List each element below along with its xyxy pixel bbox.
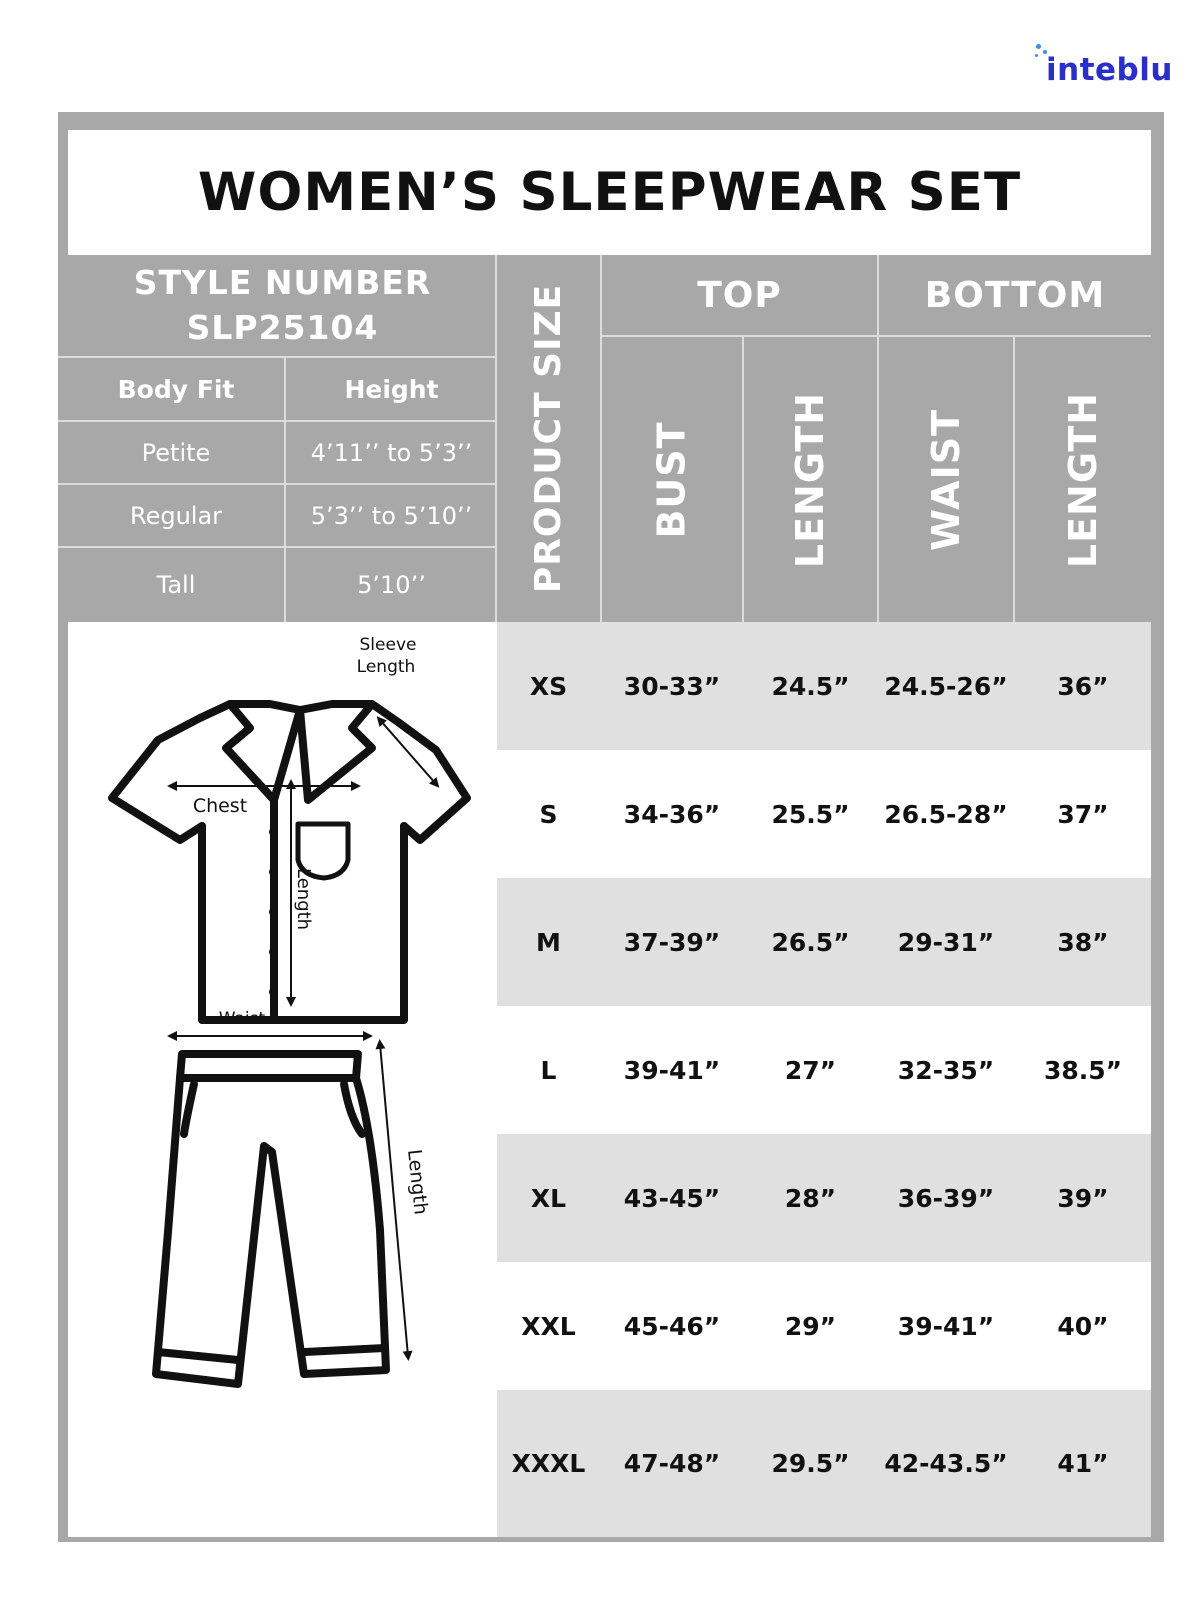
- bust-header: BUST: [649, 420, 694, 539]
- logo-dot-decoration: [1035, 54, 1038, 57]
- table-row: [497, 878, 1151, 1006]
- style-number: SLP25104: [186, 308, 379, 347]
- bottom-length-cell: 38.5”: [1043, 1055, 1123, 1085]
- top-length-cell: 27”: [784, 1055, 837, 1085]
- top-header: TOP: [697, 274, 782, 316]
- size-cell: XXL: [521, 1311, 576, 1341]
- top-length-cell: 25.5”: [771, 799, 850, 829]
- bust-cell: 45-46”: [623, 1311, 721, 1341]
- size-cell: XS: [529, 671, 568, 701]
- bottom-length-cell: 39”: [1057, 1183, 1109, 1213]
- bust-cell: 43-45”: [623, 1183, 721, 1213]
- height-regular: 5’3’’ to 5’10’’: [310, 501, 473, 530]
- waist-cell: 26.5-28”: [884, 799, 1008, 829]
- bottom-length-cell: 40”: [1057, 1311, 1109, 1341]
- top-length-cell: 29”: [784, 1311, 837, 1341]
- size-cell: XL: [530, 1183, 567, 1213]
- bust-cell: 37-39”: [623, 927, 721, 957]
- bottom-length-header: LENGTH: [1061, 391, 1106, 568]
- waist-cell: 24.5-26”: [884, 671, 1008, 701]
- page-title: WOMEN’S SLEEPWEAR SET: [197, 162, 1022, 223]
- chest-label: Chest: [192, 795, 248, 817]
- top-length-cell: 29.5”: [771, 1449, 850, 1478]
- sleeve-label-line2: Length: [356, 657, 416, 677]
- sleeve-label-line1: Sleeve: [359, 635, 417, 655]
- fit-petite: Petite: [141, 438, 211, 467]
- table-row: [497, 622, 1151, 750]
- product-size-header: PRODUCT SIZE: [528, 283, 570, 594]
- waist-cell: 29-31”: [897, 927, 995, 957]
- table-row: [497, 1390, 1151, 1537]
- shirt-icon: [112, 704, 467, 1020]
- brand-name: inteblu: [1046, 52, 1173, 88]
- bust-cell: 39-41”: [623, 1055, 721, 1085]
- logo-dot-decoration: [1036, 44, 1041, 49]
- height-header: Height: [344, 374, 439, 404]
- fit-regular: Regular: [129, 501, 223, 530]
- waist-cell: 32-35”: [897, 1055, 995, 1085]
- bottom-length-cell: 37”: [1057, 799, 1109, 829]
- fit-tall: Tall: [156, 571, 196, 599]
- height-tall: 5’10’’: [357, 571, 426, 599]
- bust-cell: 30-33”: [623, 671, 721, 701]
- top-length-header: LENGTH: [788, 391, 833, 568]
- measurement-diagram: [68, 622, 497, 1537]
- table-row: [497, 1006, 1151, 1134]
- waist-cell: 36-39”: [897, 1183, 995, 1213]
- title-banner: [68, 130, 1151, 255]
- top-length-cell: 26.5”: [771, 927, 850, 957]
- top-length-cell: 24.5”: [771, 671, 850, 701]
- waist-cell: 42-43.5”: [884, 1449, 1008, 1478]
- waist-header: WAIST: [924, 408, 969, 551]
- body-fit-header: Body Fit: [117, 374, 235, 404]
- size-cell: L: [540, 1055, 557, 1085]
- waist-cell: 39-41”: [897, 1311, 995, 1341]
- bust-cell: 34-36”: [623, 799, 721, 829]
- pants-length-label: Length: [403, 1148, 432, 1216]
- bottom-length-cell: 36”: [1057, 671, 1109, 701]
- size-cell: M: [536, 927, 561, 957]
- bottom-length-cell: 41”: [1057, 1449, 1109, 1478]
- bottom-length-cell: 38”: [1057, 927, 1109, 957]
- style-heading: STYLE NUMBER: [133, 263, 432, 302]
- pants-icon: [156, 1054, 386, 1384]
- style-number-block: [68, 255, 497, 355]
- bust-cell: 47-48”: [623, 1449, 721, 1478]
- bottom-header: BOTTOM: [924, 274, 1106, 316]
- shirt-length-label: Length: [293, 868, 314, 931]
- top-length-cell: 28”: [784, 1183, 837, 1213]
- table-row: [497, 750, 1151, 878]
- table-row: [497, 1134, 1151, 1262]
- height-petite: 4’11’’ to 5’3’’: [310, 438, 473, 467]
- waist-label: Waist: [218, 1009, 266, 1029]
- size-cell: XXXL: [511, 1449, 586, 1478]
- brand-logo: [1032, 44, 1180, 100]
- table-row: [497, 1262, 1151, 1390]
- garment-illustration: [68, 622, 497, 1537]
- size-cell: S: [539, 799, 558, 829]
